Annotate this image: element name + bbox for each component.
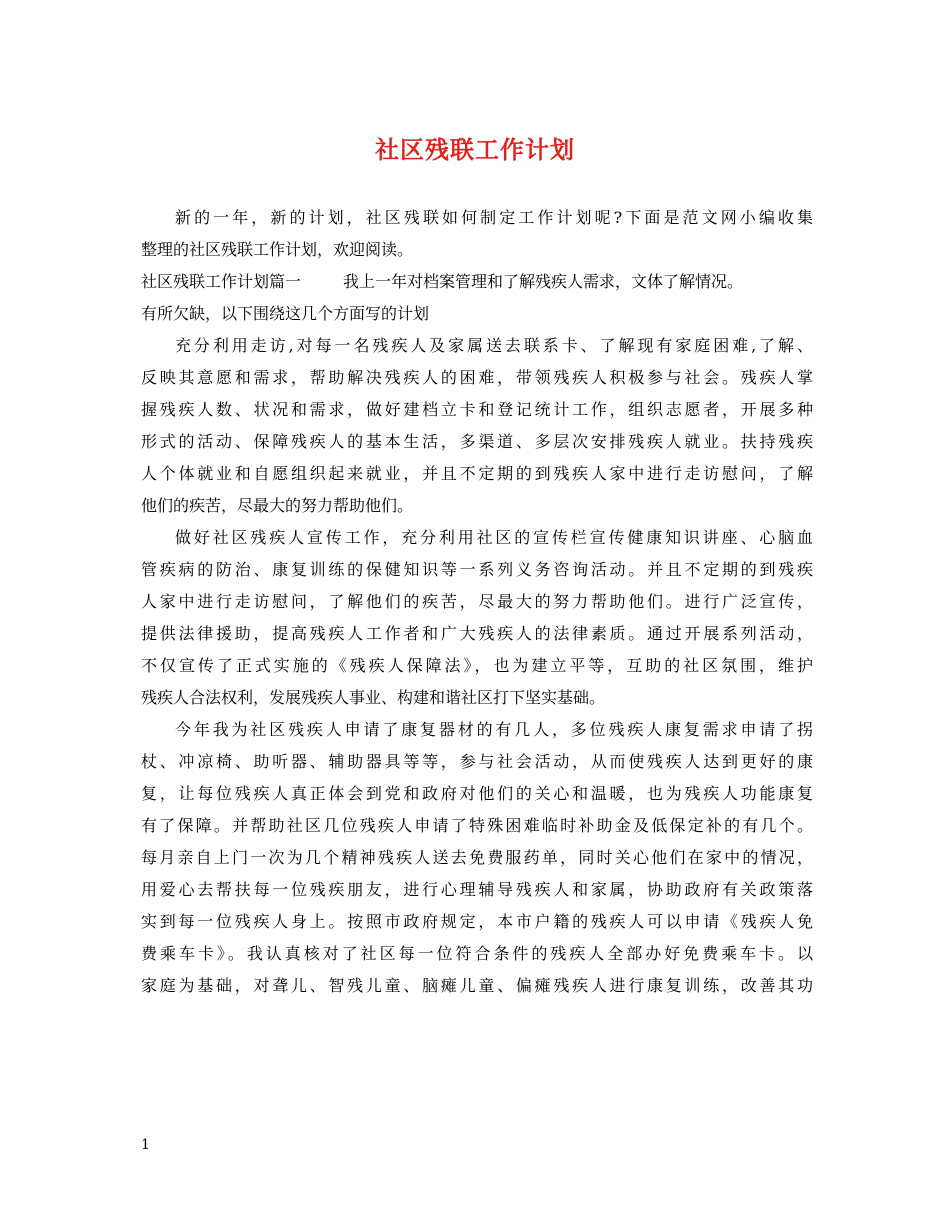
paragraph-5-line-9: 家庭为基础，对聋儿、智残儿童、脑瘫儿童、偏瘫残疾人进行康复训练，改善其功 <box>141 976 813 995</box>
paragraph-2-line-1-text: 我上一年对档案管理和了解残疾人需求，文体了解情况。 <box>343 272 744 291</box>
page-number: 1 <box>141 1137 150 1153</box>
paragraph-3-line-2: 反映其意愿和需求，帮助解决残疾人的困难，带领残疾人积极参与社会。残疾人掌 <box>141 368 813 387</box>
paragraph-5-line-8: 费乘车卡》。我认真核对了社区每一位符合条件的残疾人全部办好免费乘车卡。以 <box>141 944 813 963</box>
paragraph-5-line-4: 有了保障。并帮助社区几位残疾人申请了特殊困难临时补助金及低保定补的有几个。 <box>141 816 813 835</box>
paragraph-4-line-4: 提供法律援助，提高残疾人工作者和广大残疾人的法律素质。通过开展系列活动， <box>141 624 813 643</box>
paragraph-5-line-5: 每月亲自上门一次为几个精神残疾人送去免费服药单，同时关心他们在家中的情况， <box>141 848 813 867</box>
paragraph-5-line-3: 复，让每位残疾人真正体会到党和政府对他们的关心和温暖，也为残疾人功能康复 <box>141 784 813 803</box>
paragraph-4-line-6: 残疾人合法权利，发展残疾人事业、构建和谐社区打下坚实基础。 <box>141 688 606 707</box>
paragraph-4-line-3: 人家中进行走访慰问，了解他们的疾苦，尽最大的努力帮助他们。进行广泛宣传， <box>141 592 813 611</box>
paragraph-2-line-2: 有所欠缺，以下围绕这几个方面写的计划 <box>141 304 430 323</box>
paragraph-3-line-1: 充分利用走访,对每一名残疾人及家属送去联系卡、了解现有家庭困难,了解、 <box>175 336 813 355</box>
paragraph-3-line-5: 人个体就业和自愿组织起来就业，并且不定期的到残疾人家中进行走访慰问，了解 <box>141 464 813 483</box>
paragraph-1-line-2: 整理的社区残联工作计划，欢迎阅读。 <box>141 240 414 259</box>
paragraph-4-line-1: 做好社区残疾人宣传工作，充分利用社区的宣传栏宣传健康知识讲座、心脑血 <box>175 528 813 547</box>
paragraph-3-line-6: 他们的疾苦，尽最大的努力帮助他们。 <box>141 496 414 515</box>
paragraph-5-line-1: 今年我为社区残疾人申请了康复器材的有几人，多位残疾人康复需求申请了拐 <box>175 720 813 739</box>
paragraph-4-line-2: 管疾病的防治、康复训练的保健知识等一系列义务咨询活动。并且不定期的到残疾 <box>141 560 813 579</box>
paragraph-2-line-1 <box>141 266 813 298</box>
section-label: 社区残联工作计划篇一 <box>141 272 302 291</box>
paragraph-3-line-4: 形式的活动、保障残疾人的基本生活，多渠道、多层次安排残疾人就业。扶持残疾 <box>141 432 813 451</box>
paragraph-5-line-7: 实到每一位残疾人身上。按照市政府规定，本市户籍的残疾人可以申请《残疾人免 <box>141 912 813 931</box>
paragraph-5-line-2: 杖、冲凉椅、助听器、辅助器具等等，参与社会活动，从而使残疾人达到更好的康 <box>141 752 813 771</box>
paragraph-4-line-5: 不仅宣传了正式实施的《残疾人保障法》，也为建立平等，互助的社区氛围，维护 <box>141 656 813 675</box>
paragraph-5-line-6: 用爱心去帮扶每一位残疾朋友，进行心理辅导残疾人和家属，协助政府有关政策落 <box>141 880 813 899</box>
document-title: 社区残联工作计划 <box>375 135 575 164</box>
paragraph-3-line-3: 握残疾人数、状况和需求，做好建档立卡和登记统计工作，组织志愿者，开展多种 <box>141 400 813 419</box>
paragraph-1-line-1: 新的一年，新的计划，社区残联如何制定工作计划呢?下面是范文网小编收集 <box>175 208 813 227</box>
document-body <box>141 202 813 1002</box>
